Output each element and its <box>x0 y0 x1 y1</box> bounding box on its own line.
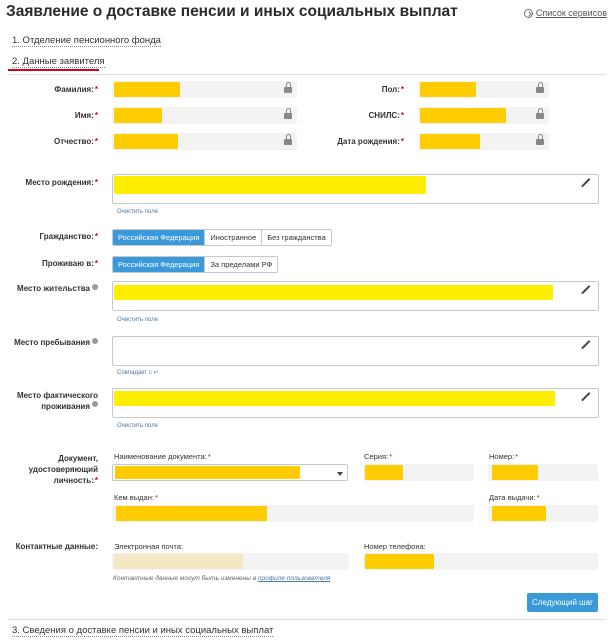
step-1-link[interactable] <box>12 35 161 46</box>
redacted-value <box>114 391 555 406</box>
citizenship-option-rf[interactable]: Российская Федерация <box>113 230 204 245</box>
lock-icon <box>536 111 544 119</box>
email-field <box>112 553 349 570</box>
redacted-value <box>420 108 506 123</box>
divider <box>8 619 606 620</box>
stay-label: Место пребывания <box>10 338 98 347</box>
snils-field <box>418 107 549 124</box>
lock-icon <box>536 85 544 93</box>
citizenship-option-none[interactable]: Без гражданства <box>261 230 331 245</box>
name-label: Имя:* <box>74 111 98 120</box>
citizenship-option-foreign[interactable]: Иностранное <box>204 230 261 245</box>
pencil-icon[interactable] <box>583 340 591 348</box>
redacted-value <box>114 176 426 194</box>
step-2-current <box>12 56 105 67</box>
clear-field-link[interactable]: Очистить поле <box>117 317 159 323</box>
patronymic-field <box>112 133 297 150</box>
document-name-label: Наименование документа:* <box>114 452 211 461</box>
redacted-value <box>365 554 434 569</box>
lock-icon <box>284 85 292 93</box>
step-1-label[interactable]: 1. Отделение пенсионного фонда <box>12 35 161 46</box>
contacts-label: Контактные данные: <box>15 542 98 551</box>
issue-date-label: Дата выдачи:* <box>489 493 540 502</box>
birth-place-input[interactable] <box>112 174 599 204</box>
user-profile-link[interactable]: профиле пользователя <box>257 575 331 582</box>
series-field[interactable] <box>363 464 474 481</box>
number-label: Номер:* <box>489 452 519 461</box>
residence-label: Место жительства <box>10 284 98 293</box>
redacted-value <box>115 466 300 479</box>
help-icon[interactable] <box>92 338 98 344</box>
active-step-underline <box>8 69 99 71</box>
services-list-label[interactable]: Список сервисов <box>535 8 607 18</box>
redacted-value <box>420 82 476 97</box>
step-3-label[interactable]: 3. Сведения о доставке пенсии и иных социальных выплат <box>12 625 274 636</box>
name-field <box>112 107 297 124</box>
step-2-label: 2. Данные заявителя <box>12 56 105 67</box>
surname-label: Фамилия:* <box>54 85 98 94</box>
series-label: Серия:* <box>364 452 393 461</box>
birth-date-label: Дата рождения:* <box>337 137 404 146</box>
residing-label: Проживаю в:* <box>41 259 98 268</box>
next-step-button[interactable]: Следующий шаг <box>527 593 598 612</box>
sex-field <box>418 81 549 98</box>
redacted-value <box>420 134 480 149</box>
actual-residence-input[interactable] <box>112 388 599 418</box>
same-as-link[interactable]: Совпадает с ↵ <box>117 370 159 376</box>
issued-by-label: Кем выдан:* <box>114 493 158 502</box>
lock-icon <box>284 137 292 145</box>
lock-icon <box>284 111 292 119</box>
birth-date-field <box>418 133 549 150</box>
document-name-select[interactable] <box>112 464 348 481</box>
actual-residence-label: Место фактического проживания <box>16 391 98 411</box>
number-field[interactable] <box>488 464 598 481</box>
redacted-value <box>492 465 538 480</box>
issued-by-field[interactable] <box>112 505 474 522</box>
help-icon[interactable] <box>92 284 98 290</box>
surname-field <box>112 81 297 98</box>
services-list-link[interactable] <box>524 8 607 18</box>
redacted-value <box>365 465 403 480</box>
redacted-value <box>114 554 243 569</box>
pencil-icon[interactable] <box>583 392 591 400</box>
email-label: Электронная почта: <box>114 542 184 551</box>
chevron-down-icon[interactable] <box>337 472 343 476</box>
stay-input[interactable] <box>112 336 599 366</box>
phone-field <box>363 553 598 570</box>
page-title: Заявление о доставке пенсии и иных социальных выплат <box>6 3 458 20</box>
redacted-value <box>492 506 546 521</box>
redacted-value <box>114 285 553 300</box>
clear-field-link[interactable]: Очистить поле <box>117 209 159 215</box>
citizenship-selector[interactable] <box>112 229 332 246</box>
citizenship-label: Гражданство:* <box>39 232 98 241</box>
divider <box>8 74 606 75</box>
snils-label: СНИЛС:* <box>368 111 404 120</box>
residing-selector[interactable] <box>112 256 278 273</box>
step-3-link[interactable] <box>12 625 273 636</box>
redacted-value <box>114 108 162 123</box>
phone-label: Номер телефона: <box>364 542 426 551</box>
issue-date-field[interactable] <box>488 505 598 522</box>
contacts-note: Контактные данные могут быть изменены в профиле пользователя <box>113 575 331 582</box>
help-icon[interactable] <box>92 401 98 407</box>
patronymic-label: Отчество:* <box>54 137 98 146</box>
residing-option-rf[interactable]: Российская Федерация <box>113 257 204 272</box>
redacted-value <box>114 134 178 149</box>
residing-option-abroad[interactable]: За пределами РФ <box>204 257 277 272</box>
identity-document-label: Документ, удостоверяющий личность:* <box>28 454 98 485</box>
birth-place-label: Место рождения:* <box>25 178 98 187</box>
sex-label: Пол:* <box>381 85 404 94</box>
redacted-value <box>116 506 267 521</box>
lock-icon <box>536 137 544 145</box>
residence-input[interactable] <box>112 281 599 311</box>
pencil-icon[interactable] <box>583 285 591 293</box>
redacted-value <box>114 82 180 97</box>
arrow-circle-icon <box>524 9 533 18</box>
clear-field-link[interactable]: Очистить поле <box>117 423 159 429</box>
pencil-icon[interactable] <box>583 178 591 186</box>
